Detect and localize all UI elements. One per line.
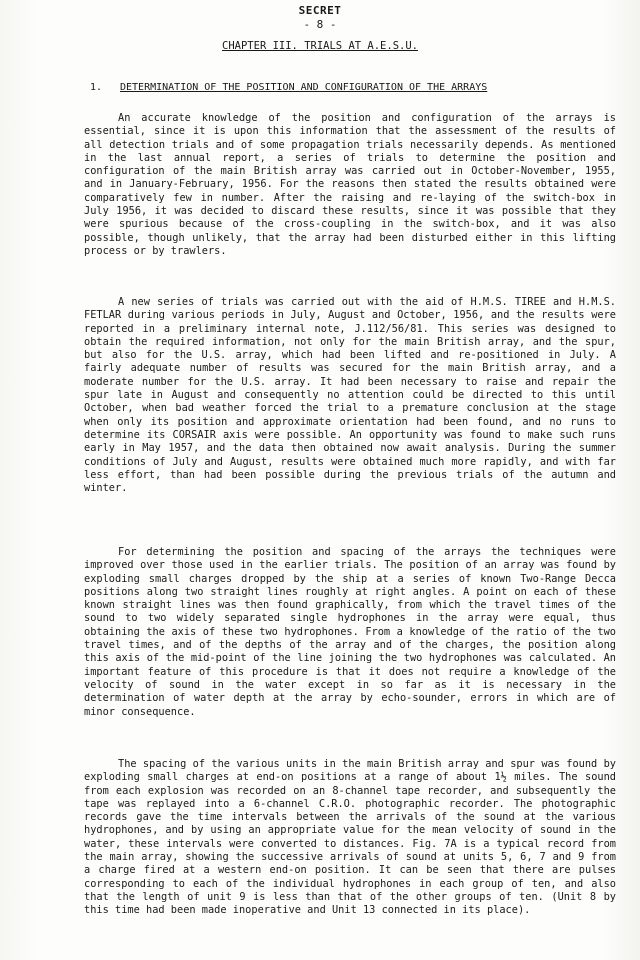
paragraph-4: The spacing of the various units in the main British array and spur was found by exploding small charges at end-on positions at a range of about 1½ miles. The sound from each explosion was recorded on an 8-channel tape recorder, and subsequently the tape was replayed into a 6-channel C.R.O. photographic recorder. The photographic records gave the time intervals between the arrivals of the sound at the various hydrophones, and by using an appropriate value for the mean velocity of sound in the water, these intervals were converted to distances. Fig. 7A is a typical record from the main array, showing the successive arrivals of sound at units 5, 6, 7 and 9 from a charge fired at a western end-on position. It can be seen that there are pulses corresponding to each of the individual hydrophones in each group of ten, and also that the length of unit 9 is less than that of the other groups of ten. (Unit 8 by this time had been made inoperative and Unit 13 connected in its place).	[84, 758, 616, 917]
section-heading	[90, 82, 610, 93]
section-number: 1.	[90, 82, 103, 93]
security-classification: SECRET	[298, 4, 342, 17]
paragraph-3: For determining the position and spacing of the arrays the techniques were improved over those used in the earlier trials. The position of an array was found by exploding small charges dropped by the ship at a series of known Two-Range Decca positions along two straight lines roughly at right angles. A point on each of these known straight lines was then found graphically, from which the travel times of the sound to two widely separated single hydrophones in the array were equal, thus obtaining the axis of these two hydrophones. From a knowledge of the ratio of the two travel times, and of the depths of the array and of the charges, the position along this axis of the mid-point of the line joining the two hydrophones was calculated. An important feature of this procedure is that it does not require a knowledge of the velocity of sound in the water except in so far as it is necessary in the determination of water depth at the array by echo-sounder, errors in which are of minor consequence.	[84, 546, 616, 718]
section-title: DETERMINATION OF THE POSITION AND CONFIGURATION OF THE ARRAYS	[120, 82, 488, 93]
page-number: - 8 -	[303, 18, 337, 31]
paragraph-1: An accurate knowledge of the position and configuration of the arrays is essential, since it is upon this information that the assessment of the results of all detection trials and of some propagation trials necessarily depends. As mentioned in the last annual report, a series of trials to determine the position and configuration of the main British array was carried out in October-November, 1955, and in January-February, 1956. For the reasons then stated the results obtained were comparatively few in number. After the raising and re-laying of the switch-box in July 1956, it was decided to discard these results, since it was possible that they were spurious because of the cross-coupling in the switch-box, and it was also possible, though unlikely, that the array had been disturbed either in this lifting process or by trawlers.	[84, 112, 616, 257]
paragraph-2: A new series of trials was carried out with the aid of H.M.S. TIREE and H.M.S. FETLAR during various periods in July, August and October, 1956, and the results were reported in a preliminary internal note, J.112/56/81. This series was designed to obtain the required information, not only for the main British array, and the spur, but also for the U.S. array, which had been lifted and re-positioned in July. A fairly adequate number of results was secured for the main British array, and a moderate number for the U.S. array. It had been necessary to raise and repair the spur late in August and consequently no attention could be directed to this until October, when bad weather forced the trial to a premature conclusion at the stage when only its position and approximate orientation had been found, and no runs to determine its CORSAIR axis were possible. An opportunity was found to make such runs early in May 1957, and the data then obtained now await analysis. During the summer conditions of July and August, results were obtained much more rapidly, and with far less effort, than had been possible during the previous trials of the autumn and winter.	[84, 296, 616, 495]
chapter-heading: CHAPTER III. TRIALS AT A.E.S.U.	[222, 40, 418, 52]
